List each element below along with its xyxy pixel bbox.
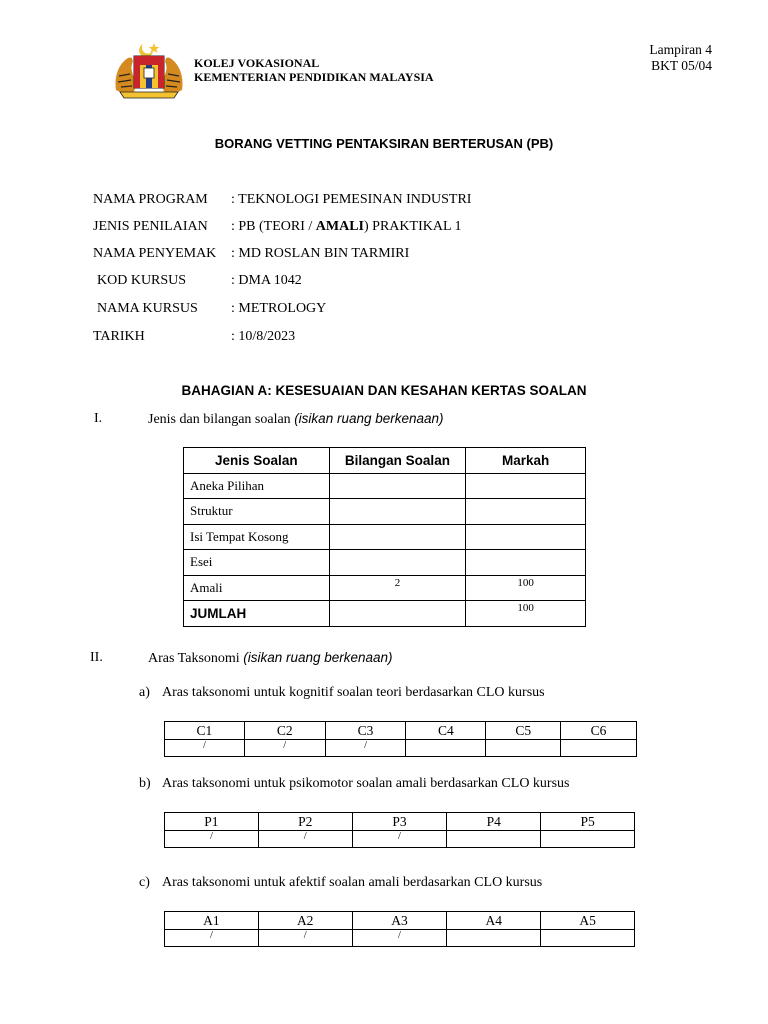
table-row xyxy=(184,524,586,550)
row-count[interactable]: 2 xyxy=(329,575,466,601)
mark-p2[interactable]: / xyxy=(258,831,352,848)
mark-c3[interactable]: / xyxy=(325,740,406,757)
field-label-assessment-type: JENIS PENILAIAN xyxy=(93,219,208,234)
mark-a4[interactable] xyxy=(447,930,541,947)
form-code: BKT 05/04 xyxy=(651,58,712,73)
field-label-course-code: KOD KURSUS xyxy=(97,273,187,288)
level-a5: A5 xyxy=(541,912,635,930)
row-marks[interactable] xyxy=(466,550,586,576)
col-header-count: Bilangan Soalan xyxy=(329,448,466,474)
table-total-row xyxy=(184,601,586,627)
mark-p5[interactable] xyxy=(541,831,635,848)
part-2-instruction: Aras Taksonomi (isikan ruang berkenaan) xyxy=(148,650,393,666)
mark-a3[interactable]: / xyxy=(352,930,447,947)
mark-c5[interactable] xyxy=(486,740,561,757)
field-value-assessment-type: : PB (TEORI / AMALI) PRAKTIKAL 1 xyxy=(231,219,462,234)
item-c-letter: c) xyxy=(139,875,150,890)
field-value-reviewer: : MD ROSLAN BIN TARMIRI xyxy=(231,246,410,261)
row-marks[interactable] xyxy=(466,524,586,550)
row-type: Struktur xyxy=(184,499,330,525)
mark-c6[interactable] xyxy=(561,740,637,757)
level-c2: C2 xyxy=(244,722,325,740)
institution-name: KOLEJ VOKASIONAL xyxy=(194,56,320,70)
field-label-reviewer: NAMA PENYEMAK xyxy=(93,246,217,261)
level-c4: C4 xyxy=(406,722,486,740)
mark-c2[interactable]: / xyxy=(244,740,325,757)
cognitive-taxonomy-table xyxy=(164,721,637,757)
level-a3: A3 xyxy=(352,912,447,930)
field-label-date: TARIKH xyxy=(93,329,145,344)
part-2-numeral: II. xyxy=(90,650,103,665)
ministry-name: KEMENTERIAN PENDIDIKAN MALAYSIA xyxy=(194,70,434,84)
table-row xyxy=(184,550,586,576)
part-1-instruction: Jenis dan bilangan soalan (isikan ruang berkenaan) xyxy=(148,411,444,427)
row-marks[interactable]: 100 xyxy=(466,575,586,601)
question-type-table xyxy=(183,447,586,627)
item-b-letter: b) xyxy=(139,776,151,791)
row-count[interactable] xyxy=(329,524,466,550)
mark-p4[interactable] xyxy=(447,831,541,848)
mark-a5[interactable] xyxy=(541,930,635,947)
row-count[interactable] xyxy=(329,473,466,499)
table-row xyxy=(184,473,586,499)
affective-taxonomy-table xyxy=(164,911,635,947)
level-c3: C3 xyxy=(325,722,406,740)
row-type: Isi Tempat Kosong xyxy=(184,524,330,550)
field-value-date: : 10/8/2023 xyxy=(231,329,296,344)
level-p1: P1 xyxy=(165,813,259,831)
form-title: BORANG VETTING PENTAKSIRAN BERTERUSAN (PB) xyxy=(214,136,554,151)
item-c-text: Aras taksonomi untuk afektif soalan amali berdasarkan CLO kursus xyxy=(162,875,543,890)
field-value-course-code: : DMA 1042 xyxy=(231,273,302,288)
item-b-text: Aras taksonomi untuk psikomotor soalan amali berdasarkan CLO kursus xyxy=(162,776,570,791)
part-1-numeral: I. xyxy=(94,411,103,426)
section-a-heading: BAHAGIAN A: KESESUAIAN DAN KESAHAN KERTAS SOALAN xyxy=(181,383,587,398)
level-c1: C1 xyxy=(165,722,245,740)
level-c6: C6 xyxy=(561,722,637,740)
item-a-text: Aras taksonomi untuk kognitif soalan teori berdasarkan CLO kursus xyxy=(162,685,545,700)
mark-c4[interactable] xyxy=(406,740,486,757)
field-label-program: NAMA PROGRAM xyxy=(93,192,208,207)
field-value-program: : TEKNOLOGI PEMESINAN INDUSTRI xyxy=(231,192,472,207)
mark-p1[interactable]: / xyxy=(165,831,259,848)
level-p2: P2 xyxy=(258,813,352,831)
total-label: JUMLAH xyxy=(184,601,330,627)
row-type: Aneka Pilihan xyxy=(184,473,330,499)
appendix-ref: Lampiran 4 xyxy=(649,42,712,57)
total-count[interactable] xyxy=(329,601,466,627)
col-header-marks: Markah xyxy=(466,448,586,474)
table-row xyxy=(184,575,586,601)
level-a2: A2 xyxy=(258,912,352,930)
field-label-course-name: NAMA KURSUS xyxy=(97,301,198,316)
col-header-type: Jenis Soalan xyxy=(184,448,330,474)
level-p5: P5 xyxy=(541,813,635,831)
level-p3: P3 xyxy=(352,813,447,831)
row-type: Amali xyxy=(184,575,330,601)
row-type: Esei xyxy=(184,550,330,576)
mark-a1[interactable]: / xyxy=(165,930,259,947)
row-count[interactable] xyxy=(329,550,466,576)
level-a1: A1 xyxy=(165,912,259,930)
row-marks[interactable] xyxy=(466,499,586,525)
row-marks[interactable] xyxy=(466,473,586,499)
item-a-letter: a) xyxy=(139,685,150,700)
table-row xyxy=(184,499,586,525)
total-marks[interactable]: 100 xyxy=(466,601,586,627)
mark-a2[interactable]: / xyxy=(258,930,352,947)
mark-c1[interactable]: / xyxy=(165,740,245,757)
coat-of-arms-icon xyxy=(110,40,188,100)
row-count[interactable] xyxy=(329,499,466,525)
psychomotor-taxonomy-table xyxy=(164,812,635,848)
level-a4: A4 xyxy=(447,912,541,930)
level-p4: P4 xyxy=(447,813,541,831)
mark-p3[interactable]: / xyxy=(352,831,447,848)
level-c5: C5 xyxy=(486,722,561,740)
field-value-course-name: : METROLOGY xyxy=(231,301,327,316)
